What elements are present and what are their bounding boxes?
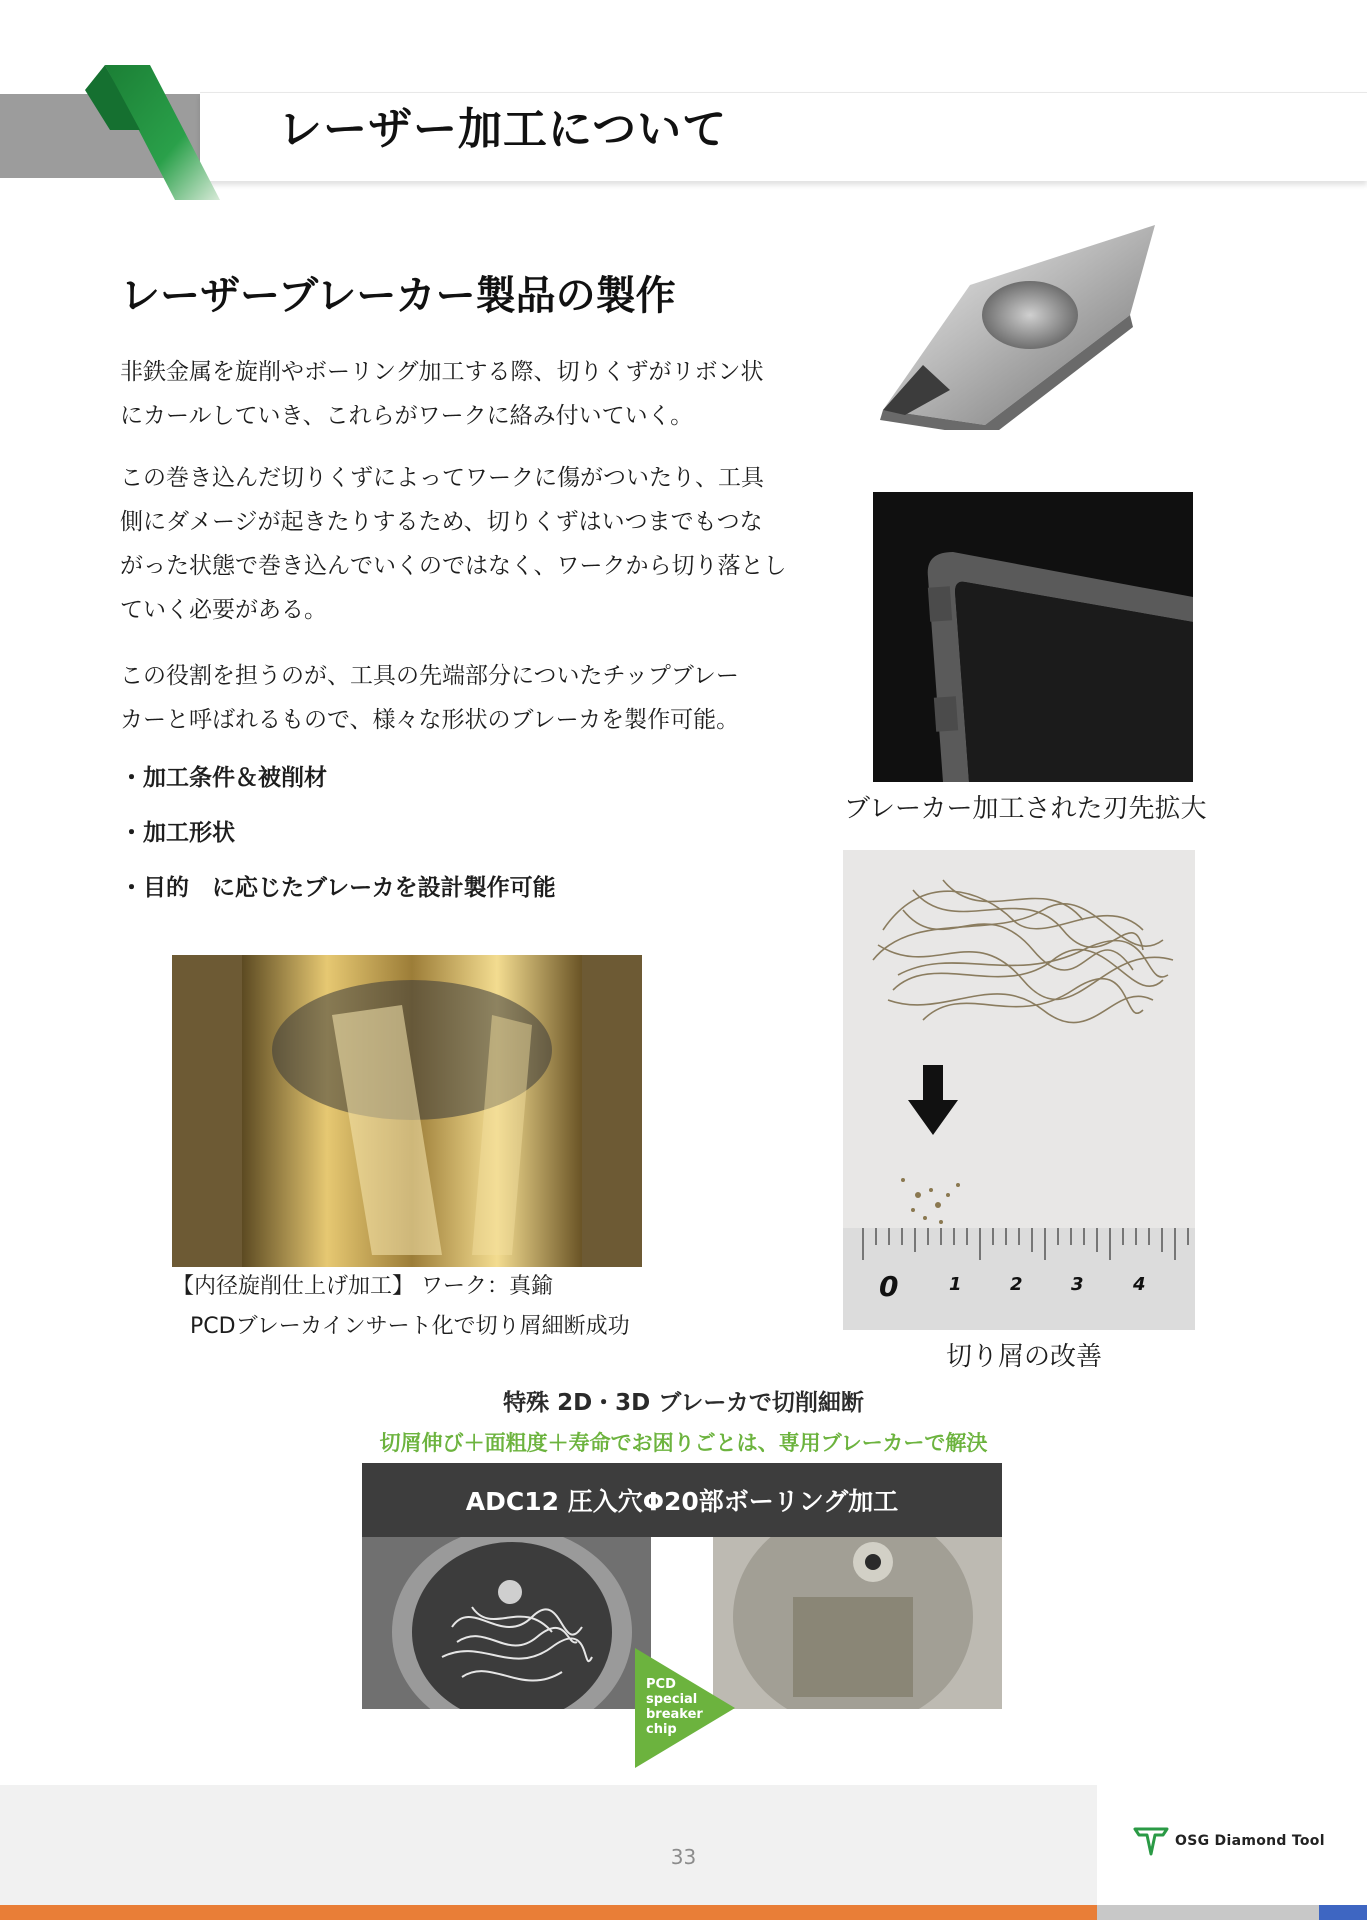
chips-photo: [843, 850, 1195, 1330]
osg-logo: [1133, 1826, 1325, 1856]
ruler-label-4: 4: [1133, 1274, 1146, 1295]
footer-gray-strip: [1097, 1905, 1319, 1920]
brass-workpiece-photo: [172, 955, 642, 1267]
osg-logo-icon: [1133, 1826, 1169, 1856]
adc12-boring-banner: ADC12 圧入穴Φ20部ボーリング加工: [362, 1463, 1002, 1537]
insert-photo: [875, 215, 1175, 430]
footer-orange-strip: [0, 1905, 1097, 1920]
paragraph-chip-curl: 非鉄金属を旋削やボーリング加工する際、切りくずがリボン状 にカールしていき、これらがワークに絡み付いていく。: [120, 359, 764, 429]
page-number: 33: [670, 1845, 697, 1869]
after-chips-photo: [713, 1537, 1002, 1709]
header-green-chevron: [80, 60, 240, 210]
ruler-label-1: 1: [949, 1274, 962, 1295]
special-breaker-subtitle: 切屑伸び＋面粗度＋寿命でお困りごとは、専用ブレーカーで解決: [379, 1431, 988, 1455]
bullet-purpose: ・目的 に応じたブレーカを設計製作可能: [120, 875, 556, 901]
chips-caption: 切り屑の改善: [946, 1342, 1103, 1372]
ruler-label-3: 3: [1071, 1274, 1084, 1295]
paragraph-chip-breaker: この役割を担うのが、工具の先端部分についたチップブレー カーと呼ばれるもので、様々な形状のブレーカを製作可能。: [120, 663, 740, 733]
special-breaker-title: 特殊 2D・3D ブレーカで切削細断: [503, 1390, 864, 1416]
ruler-label-0: 0: [879, 1270, 899, 1303]
section-title: レーザーブレーカー製品の製作: [120, 273, 676, 319]
pcd-breaker-label: PCD special breaker chip: [646, 1677, 703, 1737]
brass-caption-line2: PCDブレーカインサート化で切り屑細断成功: [190, 1314, 630, 1339]
bullet-shape: ・加工形状: [120, 820, 235, 846]
page-title: レーザー加工について: [278, 104, 728, 155]
paragraph-chip-damage: この巻き込んだ切りくずによってワークに傷がついたり、工具 側にダメージが起きたりするため、切りくずはいつまでもつな がった状態で巻き込んでいくのではなく、ワークから切り落とし ていく必要がある。: [120, 465, 787, 623]
breaker-edge-photo: [873, 492, 1193, 782]
before-chips-photo: [362, 1537, 651, 1709]
ruler-label-2: 2: [1010, 1274, 1023, 1295]
brass-caption-line1: 【内径旋削仕上げ加工】 ワーク：真鍮: [172, 1274, 553, 1299]
footer-blue-strip: [1319, 1905, 1367, 1920]
bullet-conditions: ・加工条件＆被削材: [120, 765, 327, 791]
logo-text: OSG Diamond Tool: [1175, 1833, 1325, 1849]
edge-caption: ブレーカー加工された刃先拡大: [844, 794, 1207, 824]
